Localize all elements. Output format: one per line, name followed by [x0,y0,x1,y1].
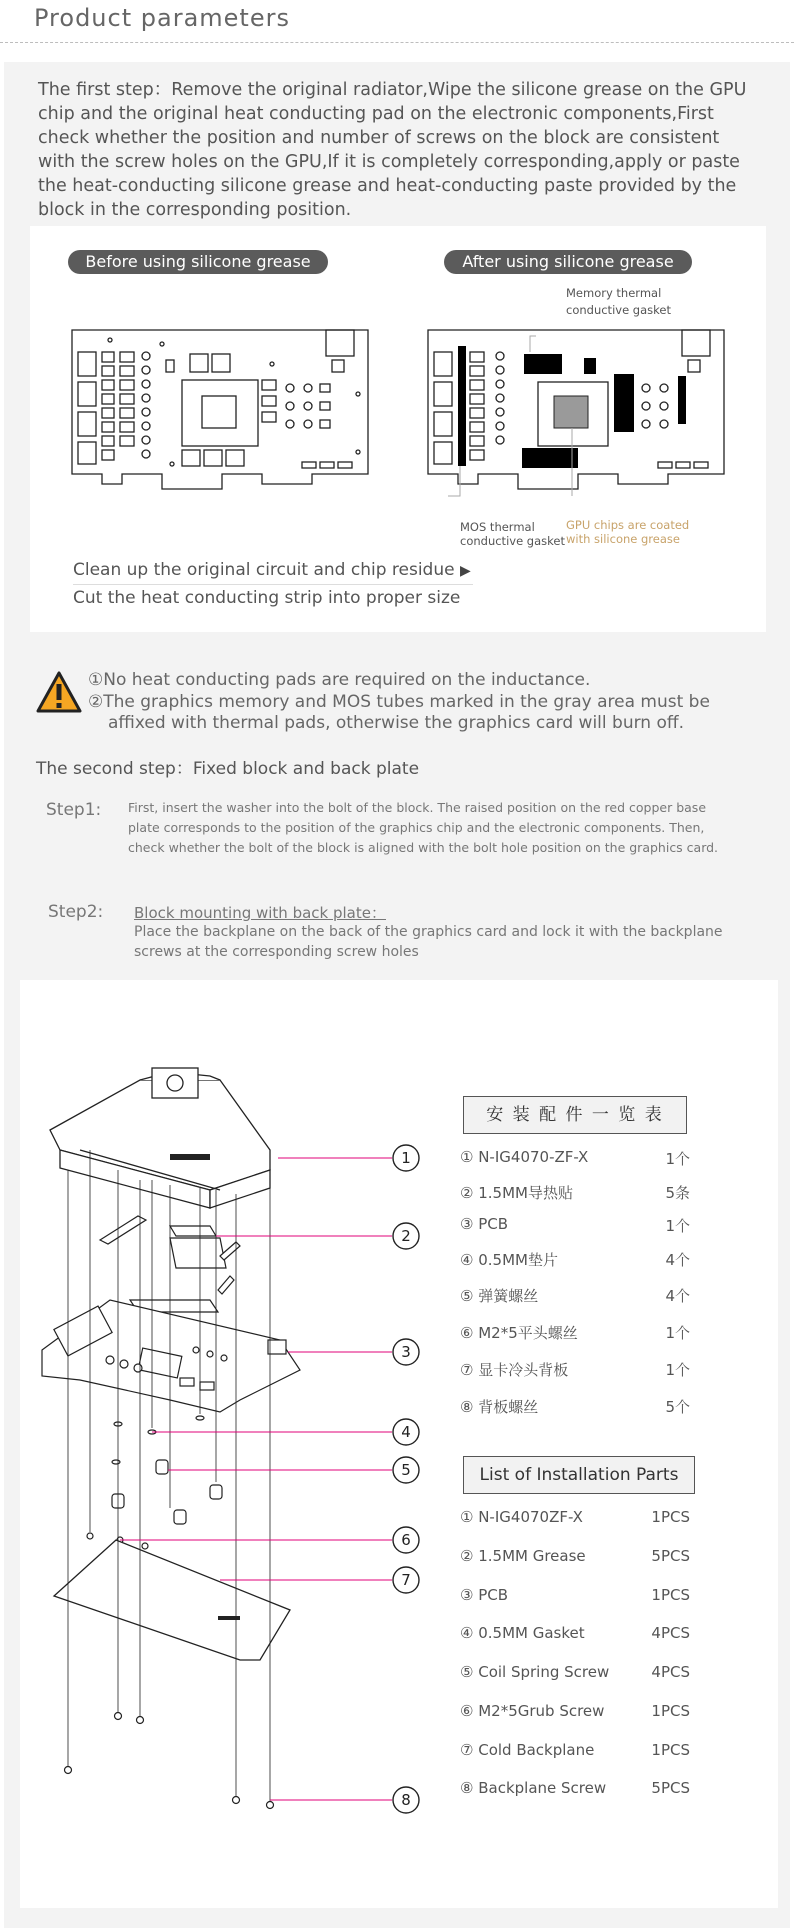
after-label: After using silicone grease [444,250,692,274]
warning-line-2: ②The graphics memory and MOS tubes marked in the gray area must be [88,692,710,712]
parts-list-en-title: List of Installation Parts [463,1456,695,1494]
callout-2: 2 [401,1227,411,1245]
warning-line-1: ①No heat conducting pads are required on the inductance. [88,670,591,690]
step2-label: Step2: [48,902,104,922]
parts-list-cn-title: 安 装 配 件 一 览 表 [463,1096,687,1134]
warning-line-3: affixed with thermal pads, otherwise the graphics card will burn off. [108,713,684,733]
callout-3: 3 [401,1343,411,1361]
assembly-card: 1 2 3 4 5 6 7 8 安 装 配 件 一 览 表 ① N-IG4070-ZF-X 1个 ② 1.5MM导热贴 5条 ③ PCB 1个 ④ 0.5MM垫片 4个 ⑤ 弹簧螺丝 4个 ⑥ M2*5平头螺丝 1个 ⑦ 显卡冷头背板 1个 ⑧ 背板螺丝 5个 List of Installation Parts ① N-IG4070ZF-X 1PCS ② 1.5MM Grease 5PCS ③ PCB 1PCS ④ 0.5MM Gasket 4PCS ⑤ Coil Spring Screw 4PCS ⑥ M2*5Grub Screw 1PCS ⑦ Cold Backplane 1PCS ⑧ Backplane Screw 5PCS [20,980,778,1908]
callout-5: 5 [401,1461,411,1479]
page-title: Product parameters [34,4,290,32]
second-step-heading: The second step：Fixed block and back plate [36,759,420,779]
exploded-assembly-drawing [20,980,440,1860]
before-label: Before using silicone grease [68,250,328,274]
step2-text: Place the backplane on the back of the graphics card and lock it with the backplane screws at the corresponding screw holes [134,924,723,960]
step1-label: Step1: [46,800,102,820]
cut-instruction: Cut the heat conducting strip into proper size [73,588,461,608]
gpu-grease-note: GPU chips are coated with silicone grease [566,518,690,546]
callout-6: 6 [401,1531,411,1549]
arrow-right-icon: ▶ [459,563,471,579]
first-step-text: The first step：Remove the original radiator,Wipe the silicone grease on the GPU chip and the original heat conducting pad on the electronic components,First check whether the position and number of screws on the block are consistent with the screw holes on the GPU,If it is completely corresponding,apply or paste the heat-conducting silicone grease and heat-conducting paste provided by the block in the corresponding position. [38,80,747,220]
callout-1: 1 [401,1149,411,1167]
pcb-before-drawing [62,324,382,514]
cleanup-divider [73,584,473,585]
cleanup-instruction: Clean up the original circuit and chip residue ▶ [73,560,471,580]
page-header [0,0,794,43]
mos-gasket-note: MOS thermal conductive gasket [460,520,565,548]
pcb-after-drawing [418,324,738,514]
step1-text: First, insert the washer into the bolt of the block. The raised position on the red copper base plate corresponds to the position of the graphics chip and the electronic components. Then, check whether the bolt of the block is aligned with the bolt hole position on the graphics card. [128,800,719,855]
memory-gasket-note: Memory thermal conductive gasket [566,286,671,317]
callout-4: 4 [401,1423,411,1441]
callout-8: 8 [401,1791,411,1809]
callout-7: 7 [401,1571,411,1589]
step2-title: Block mounting with back plate： [134,904,386,922]
warning-icon [36,670,82,714]
grease-diagram-card [30,226,766,632]
